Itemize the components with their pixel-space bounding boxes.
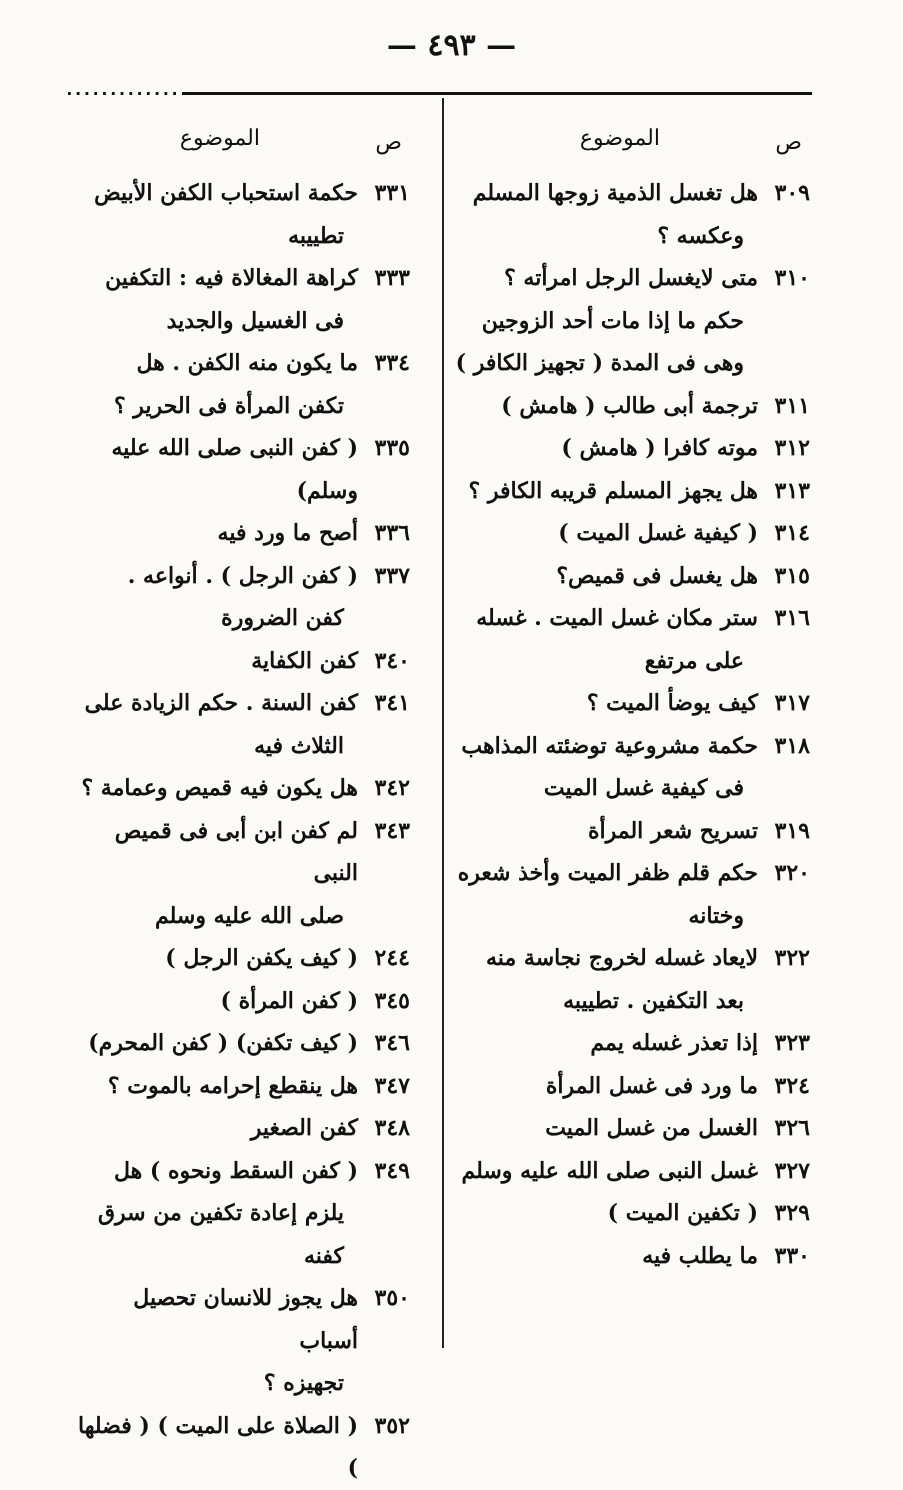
- index-entry: [70, 1107, 410, 1150]
- entry-topic: ما يطلب فيه: [642, 1242, 758, 1269]
- entry-page-number: ٣١٢: [774, 435, 810, 461]
- entry-page-number: [358, 725, 410, 768]
- index-entry: [70, 1150, 410, 1193]
- entry-topic: هل تغسل الذمية زوجها المسلم: [472, 180, 758, 206]
- index-entry: [70, 1277, 410, 1362]
- index-entry: [70, 597, 410, 640]
- entry-page-number: [358, 1362, 410, 1405]
- entry-topic: هل يكون فيه قميص وعمامة ؟: [81, 775, 358, 801]
- entry-page-number: [758, 767, 810, 810]
- entry-topic: الغسل من غسل الميت: [545, 1115, 758, 1141]
- entry-topic: ( كفن النبى صلى الله عليه وسلم): [111, 435, 358, 504]
- index-entry: [70, 767, 410, 810]
- index-entry: [448, 427, 810, 470]
- entry-topic: وعكسه ؟: [657, 222, 744, 249]
- entry-page-number: ٢٤٤: [374, 945, 410, 971]
- entry-page-number: ٣٢٣: [774, 1030, 810, 1056]
- entry-topic: ( كيف يكفن الرجل ): [165, 945, 358, 971]
- entry-page-number: [358, 895, 410, 938]
- entry-topic: غسل النبى صلى الله عليه وسلم: [461, 1157, 758, 1184]
- index-entry: [448, 810, 810, 853]
- index-entry: [70, 1022, 410, 1065]
- entry-page-number: ٣١٩: [774, 817, 810, 844]
- entry-topic: صلى الله عليه وسلم: [155, 902, 344, 929]
- index-entry: [448, 1235, 810, 1278]
- entry-topic: على مرتفع: [644, 647, 744, 674]
- entry-page-number: ٣١٧: [774, 690, 810, 716]
- index-entry: [448, 512, 810, 555]
- entry-page-number: [358, 1192, 410, 1277]
- entry-topic: بعد التكفين . تطييبه: [563, 987, 744, 1014]
- index-entry: [448, 682, 810, 725]
- index-entry: [70, 895, 410, 938]
- entry-topic: حكم ما إذا مات أحد الزوجين: [481, 307, 744, 334]
- entry-topic: ترجمة أبى طالب ( هامش ): [501, 392, 758, 419]
- entry-topic: لم كفن ابن أبى فى قميص النبى: [114, 817, 358, 886]
- entry-topic: كفن السنة . حكم الزيادة على: [84, 690, 358, 716]
- index-entry: [70, 342, 410, 385]
- entry-page-number: ٣٥٠: [374, 1285, 410, 1311]
- index-entry: [70, 300, 410, 343]
- entry-topic: تكفن المرأة فى الحرير ؟: [113, 392, 344, 419]
- entry-topic: كفن الكفاية: [251, 647, 358, 674]
- index-entry: [70, 937, 410, 980]
- entry-topic: كيف يوضأ الميت ؟: [586, 690, 758, 716]
- index-entry: [448, 640, 810, 683]
- index-column-left: [70, 112, 410, 1490]
- index-entry: [448, 555, 810, 598]
- entry-page-number: ٣٤٢: [374, 775, 410, 801]
- entry-page-number: [758, 342, 810, 385]
- entry-page-number: [358, 215, 410, 258]
- entry-page-number: ٣٤٩: [374, 1157, 410, 1184]
- entry-page-number: ٣١٥: [774, 562, 810, 589]
- column-header: [448, 112, 810, 172]
- entry-page-number: [758, 640, 810, 683]
- entry-page-number: ٣٣٣: [374, 265, 410, 291]
- entry-topic: كفن الضرورة: [221, 605, 344, 631]
- entry-topic: ( كفن المرأة ): [220, 987, 358, 1014]
- entry-topic: كفن الصغير: [250, 1115, 358, 1141]
- entry-page-number: ٣٤٧: [374, 1072, 410, 1099]
- entry-topic: وختانه: [688, 902, 744, 929]
- index-entry: [70, 725, 410, 768]
- entry-page-number: [358, 385, 410, 428]
- entry-topic: فى كيفية غسل الميت: [543, 775, 744, 801]
- index-entry: [448, 980, 810, 1023]
- index-entry: [448, 385, 810, 428]
- entry-page-number: ٣٠٩: [774, 180, 810, 206]
- entry-topic: إذا تعذر غسله يمم: [590, 1030, 758, 1056]
- entry-page-number: [358, 300, 410, 343]
- entry-topic: متى لايغسل الرجل امرأته ؟: [504, 265, 758, 291]
- index-entry: [448, 937, 810, 980]
- index-entry: [70, 215, 410, 258]
- entry-topic: الثلاث فيه: [254, 732, 344, 759]
- index-entry: [448, 1107, 810, 1150]
- entry-topic: تجهيزه ؟: [263, 1370, 344, 1396]
- entry-page-number: ٣٣٠: [774, 1242, 810, 1269]
- entry-topic: هل ينقطع إحرامه بالموت ؟: [107, 1072, 358, 1099]
- entry-page-number: ٣٢٤: [774, 1072, 810, 1099]
- topic-label: الموضوع: [579, 126, 660, 151]
- entry-topic: حكمة استحباب الكفن الأبيض: [94, 180, 358, 206]
- entry-page-number: ٣٤٨: [374, 1115, 410, 1141]
- entry-page-number: [758, 980, 810, 1023]
- index-entry: [448, 1065, 810, 1108]
- entry-page-number: ٣٢٠: [774, 860, 810, 886]
- column-header: [70, 112, 410, 172]
- entry-topic: لايعاد غسله لخروج نجاسة منه: [486, 945, 758, 971]
- entry-topic: ستر مكان غسل الميت . غسله: [476, 605, 758, 631]
- entry-topic: ( الصلاة على الميت ) ( فضلها ): [78, 1412, 358, 1481]
- index-entry: [448, 470, 810, 513]
- page-number: — ٤٩٣ —: [386, 28, 517, 63]
- entry-page-number: ٣٤١: [374, 690, 410, 716]
- entry-page-number: ٣٤٣: [374, 817, 410, 844]
- entry-page-number: [758, 300, 810, 343]
- entry-topic: تطييبه: [288, 222, 344, 249]
- entry-page-number: ٣١٣: [774, 477, 810, 504]
- index-entry: [448, 1192, 810, 1235]
- entry-topic: موته كافرا ( هامش ): [561, 435, 758, 461]
- entry-topic: فى الغسيل والجديد: [166, 307, 344, 334]
- entries-left: [70, 172, 410, 1490]
- entry-page-number: ٣٣٤: [374, 350, 410, 376]
- entry-topic: وهى فى المدة ( تجهيز الكافر ): [455, 350, 744, 376]
- entry-topic: ( تكفين الميت ): [607, 1200, 758, 1226]
- index-entry: [448, 215, 810, 258]
- index-entry: [448, 300, 810, 343]
- entry-page-number: ٣٥٢: [374, 1412, 410, 1439]
- entry-topic: ( كيف تكفن) ( كفن المحرم): [88, 1030, 358, 1056]
- index-entry: [70, 427, 410, 512]
- entry-topic: حكمة مشروعية توضئته المذاهب: [461, 732, 758, 759]
- entry-topic: حكم قلم ظفر الميت وأخذ شعره: [457, 860, 758, 886]
- index-entry: [70, 810, 410, 895]
- entry-page-number: [758, 895, 810, 938]
- index-entry: [70, 1192, 410, 1277]
- index-entry: [70, 682, 410, 725]
- entry-page-number: ٣١٤: [774, 520, 810, 546]
- page-label: ص: [375, 130, 402, 155]
- index-entry: [448, 895, 810, 938]
- index-entry: [70, 1405, 410, 1490]
- index-entry: [448, 257, 810, 300]
- index-entry: [70, 1362, 410, 1405]
- index-entry: [448, 172, 810, 215]
- entry-page-number: ٣٤٠: [374, 647, 410, 674]
- entry-page-number: [758, 215, 810, 258]
- entry-topic: هل يجهز المسلم قريبه الكافر ؟: [468, 477, 758, 504]
- entry-page-number: ٣٢٦: [774, 1115, 810, 1141]
- entry-page-number: ٣٣٧: [374, 562, 410, 589]
- entry-page-number: ٣٢٧: [774, 1157, 810, 1184]
- entry-page-number: ٣٣٥: [374, 435, 410, 461]
- index-entry: [70, 512, 410, 555]
- entry-page-number: ٣١٠: [774, 265, 810, 291]
- index-entry: [70, 980, 410, 1023]
- index-entry: [448, 852, 810, 895]
- index-entry: [448, 342, 810, 385]
- index-entry: [70, 555, 410, 598]
- index-entry: [70, 385, 410, 428]
- entry-page-number: ٣١١: [774, 392, 810, 419]
- index-entry: [448, 1150, 810, 1193]
- entry-page-number: ٣٢٩: [774, 1200, 810, 1226]
- header-rule-dash: [62, 92, 182, 95]
- index-entry: [448, 725, 810, 768]
- entry-page-number: ٣٤٥: [374, 987, 410, 1014]
- entry-page-number: ٣٣١: [374, 180, 410, 206]
- entry-topic: ما ورد فى غسل المرأة: [545, 1072, 758, 1099]
- entry-page-number: ٣٣٦: [374, 520, 410, 546]
- entry-topic: هل يجوز للانسان تحصيل أسباب: [133, 1285, 358, 1354]
- entries-right: [448, 172, 810, 1277]
- index-entry: [70, 172, 410, 215]
- index-entry: [70, 640, 410, 683]
- entry-topic: ( كيفية غسل الميت ): [558, 520, 758, 546]
- entry-topic: أصح ما ورد فيه: [217, 520, 358, 546]
- index-entry: [448, 767, 810, 810]
- entry-topic: ( كفن الرجل ) . أنواعه .: [127, 562, 358, 589]
- entry-topic: يلزم إعادة تكفين من سرق كفنه: [97, 1200, 344, 1269]
- entry-topic: هل يغسل فى قميص؟: [556, 562, 758, 589]
- page-label: ص: [775, 130, 802, 155]
- index-entry: [70, 1065, 410, 1108]
- index-entry: [70, 257, 410, 300]
- topic-label: الموضوع: [179, 126, 260, 151]
- entry-topic: تسريح شعر المرأة: [587, 817, 758, 844]
- entry-topic: ما يكون منه الكفن . هل: [136, 350, 358, 376]
- entry-topic: كراهة المغالاة فيه : التكفين: [105, 265, 358, 291]
- entry-page-number: ٣١٨: [774, 732, 810, 759]
- entry-page-number: ٣٢٢: [774, 945, 810, 971]
- entry-topic: ( كفن السقط ونحوه ) هل: [113, 1157, 358, 1184]
- index-entry: [448, 1022, 810, 1065]
- entry-page-number: ٣٤٦: [374, 1030, 410, 1056]
- index-entry: [448, 597, 810, 640]
- entry-page-number: ٣١٦: [774, 605, 810, 631]
- column-divider: [442, 98, 444, 1348]
- entry-page-number: [358, 597, 410, 640]
- index-column-right: [448, 112, 810, 1277]
